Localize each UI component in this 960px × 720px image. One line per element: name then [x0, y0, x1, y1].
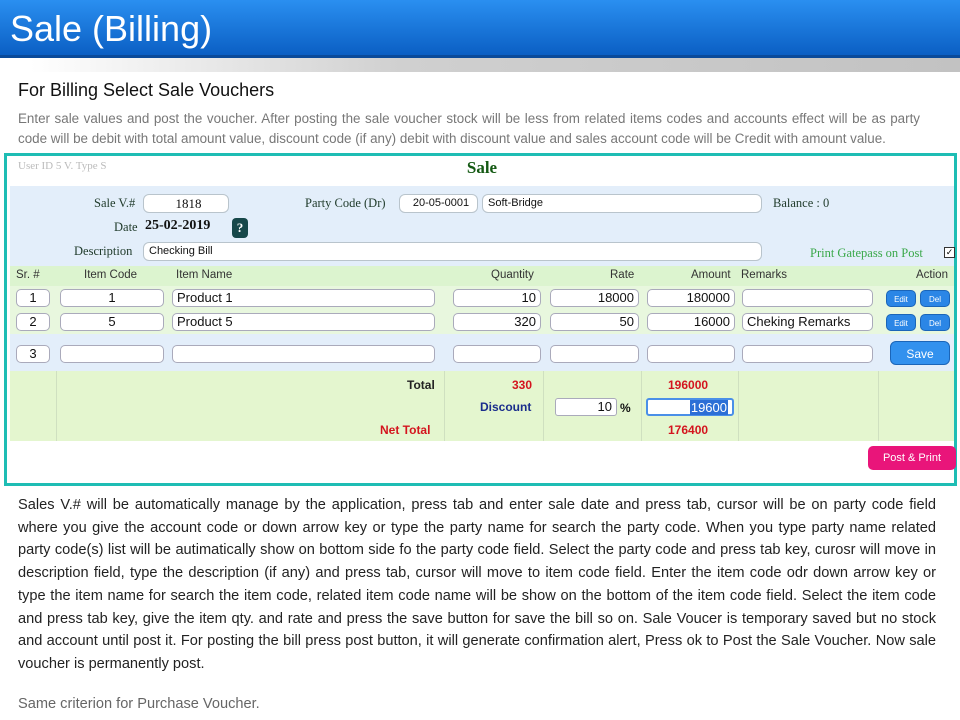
row-sr[interactable]: 2: [16, 313, 50, 331]
title-banner: [0, 0, 960, 58]
discount-label: Discount: [480, 400, 532, 414]
divider: [56, 371, 57, 441]
section-heading: For Billing Select Sale Vouchers: [18, 80, 275, 100]
new-amount-field[interactable]: [647, 345, 735, 363]
description-label: Description: [74, 244, 133, 258]
net-total-label: Net Total: [380, 423, 431, 437]
row-amount[interactable]: 16000: [647, 313, 735, 331]
new-item-code-field[interactable]: [60, 345, 164, 363]
gatepass-checkbox[interactable]: ✓: [945, 247, 954, 257]
description-field[interactable]: Checking Bill: [143, 242, 762, 261]
save-button[interactable]: Save: [890, 341, 950, 365]
row-rate[interactable]: 50: [550, 313, 639, 331]
col-rate: Rate: [610, 269, 635, 281]
row-quantity[interactable]: 320: [453, 313, 541, 331]
new-row: [10, 336, 954, 370]
row-quantity[interactable]: 10: [453, 289, 541, 307]
divider: [543, 371, 544, 441]
discount-percent-field[interactable]: 10: [555, 398, 617, 416]
delete-button[interactable]: Del: [920, 314, 950, 331]
row-item-code[interactable]: 5: [60, 313, 164, 331]
col-remarks: Remarks: [741, 269, 788, 281]
new-quantity-field[interactable]: [453, 345, 541, 363]
sale-form: [10, 156, 954, 481]
sale-number-label: Sale V.#: [94, 196, 136, 210]
banner-shadow: [30, 58, 960, 72]
new-row-sr[interactable]: 3: [16, 345, 50, 363]
edit-button[interactable]: Edit: [886, 314, 916, 331]
date-label: Date: [114, 220, 138, 234]
party-code-label: Party Code (Dr): [305, 196, 386, 210]
discount-value-selection: 19600: [690, 400, 727, 415]
delete-button[interactable]: Del: [920, 290, 950, 307]
table-header: [10, 266, 954, 286]
totals-panel: [10, 371, 954, 441]
net-total-amount: 176400: [668, 423, 709, 437]
form-frame: [4, 153, 957, 486]
post-print-button[interactable]: Post & Print: [868, 446, 956, 470]
new-remarks-field[interactable]: [742, 345, 873, 363]
gatepass-label: Print Gatepass on Post: [810, 246, 923, 260]
new-rate-field[interactable]: [550, 345, 639, 363]
divider: [738, 371, 739, 441]
col-item-name: Item Name: [176, 269, 233, 281]
discount-value-field[interactable]: [646, 398, 734, 416]
table-rows: [10, 286, 954, 334]
balance-label: Balance : 0: [773, 196, 830, 210]
row-item-name[interactable]: Product 5: [172, 313, 435, 331]
footer-note: Same criterion for Purchase Voucher.: [18, 696, 260, 712]
row-remarks[interactable]: [742, 289, 873, 307]
form-title: Sale: [466, 158, 498, 177]
total-label: Total: [407, 378, 435, 392]
col-quantity: Quantity: [491, 269, 534, 281]
row-amount[interactable]: 180000: [647, 289, 735, 307]
divider: [641, 371, 642, 441]
total-quantity: 330: [512, 378, 533, 392]
col-sr: Sr. #: [16, 269, 40, 281]
help-icon[interactable]: ?: [232, 218, 248, 238]
divider: [878, 371, 879, 441]
edit-button[interactable]: Edit: [886, 290, 916, 307]
row-rate[interactable]: 18000: [550, 289, 639, 307]
slide-title: Sale (Billing): [10, 8, 213, 49]
col-action: Action: [916, 269, 948, 281]
row-sr[interactable]: 1: [16, 289, 50, 307]
date-field[interactable]: 25-02-2019: [145, 218, 211, 233]
divider: [444, 371, 445, 441]
row-remarks[interactable]: Cheking Remarks: [742, 313, 873, 331]
party-name-field[interactable]: Soft-Bridge: [482, 194, 762, 213]
user-id-label: User ID 5 V. Type S: [18, 160, 107, 172]
percent-sign: %: [620, 401, 631, 415]
party-code-field[interactable]: 20-05-0001: [399, 194, 478, 213]
instructions-text: Sales V.# will be automatically manage by the application, press tab and enter sale date and press tab, cursor will be on party code field where you give the account code or down arrow key or type the party name for search the party code. When you type party name related party code(s) list will be autimatically show on bottom side fo the party code field. Select the party code and press tab key, curosr will move in description field, type the description (if any) and press tab, cursor will move to item code field. Enter the item code odr down arrow key or type the item name for search the item code, related item code name will be show on the bottom of the item code field. Select the item code and press tab key, give the item qty. and rate and press the save button for save the bill so on. Sale Voucer is temporary saved but no stock and account until post it. For posting the bill press post button, it will generate confirmation alert, Press ok to Post the Sale Voucher. Now sale voucher is permanently post.: [18, 497, 936, 672]
row-item-code[interactable]: 1: [60, 289, 164, 307]
intro-text: Enter sale values and post the voucher. After posting the sale voucher stock will be less from related items codes and accounts effect will be as party code will be debit with total amount value, discount code (if any) debit with discount value and sales account code will be Credit with amount value.: [18, 111, 920, 146]
row-item-name[interactable]: Product 1: [172, 289, 435, 307]
col-item-code: Item Code: [84, 269, 138, 281]
total-amount: 196000: [668, 378, 709, 392]
new-item-name-field[interactable]: [172, 345, 435, 363]
sale-number-field[interactable]: 1818: [143, 194, 229, 213]
col-amount: Amount: [691, 269, 731, 281]
